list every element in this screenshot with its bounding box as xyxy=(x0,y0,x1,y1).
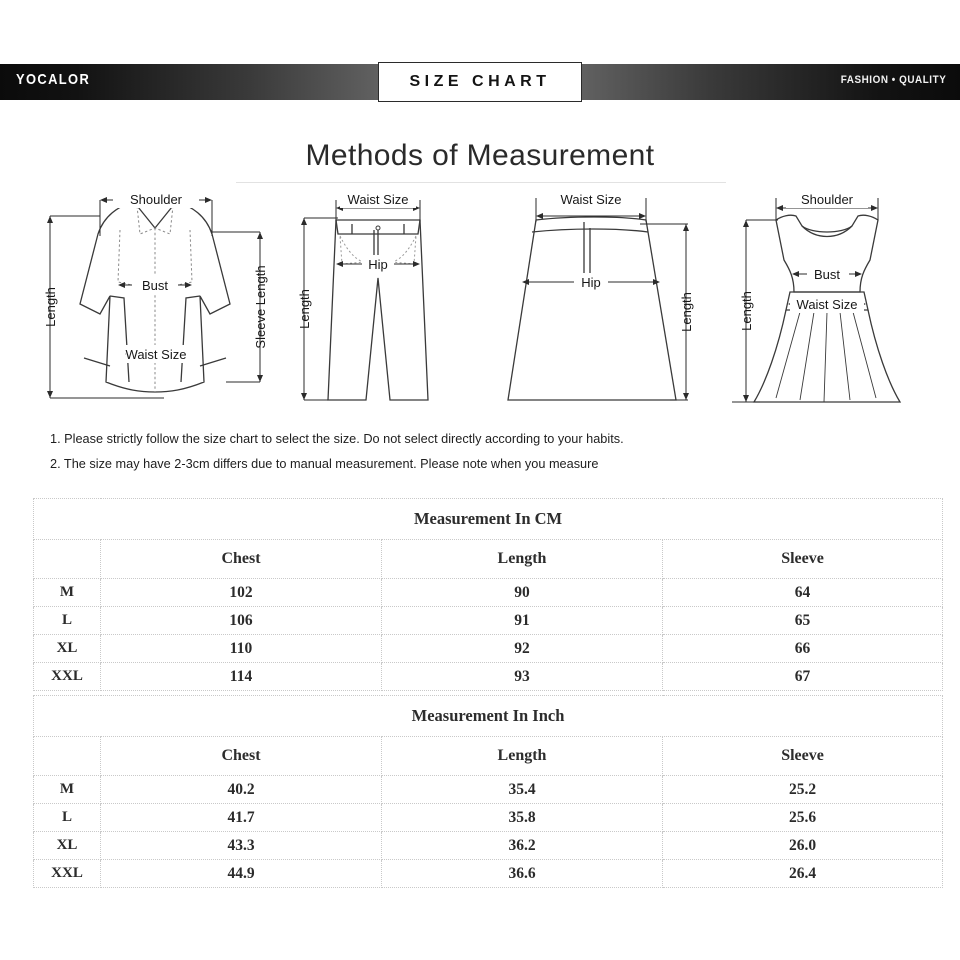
size-chart-title: SIZE CHART xyxy=(409,73,551,90)
diagram-shirt xyxy=(34,186,276,414)
label-waist: Waist Size xyxy=(560,192,622,207)
cell-size: M xyxy=(34,579,101,607)
cell-chest: 102 xyxy=(101,579,382,607)
table-header-row xyxy=(34,737,943,776)
table-row xyxy=(34,860,943,888)
table-row xyxy=(34,607,943,635)
label-bust: Bust xyxy=(813,267,841,282)
label-shoulder: Shoulder xyxy=(129,192,183,207)
cell-sleeve: 25.2 xyxy=(663,776,943,804)
cell-chest: 110 xyxy=(101,635,382,663)
section-divider xyxy=(236,182,726,183)
column-header-chest: Chest xyxy=(101,737,382,776)
table-row xyxy=(34,635,943,663)
cell-sleeve: 25.6 xyxy=(663,804,943,832)
label-length: Length xyxy=(297,289,312,329)
size-table-cm xyxy=(33,498,943,691)
brand-tagline: FASHION • QUALITY xyxy=(840,74,946,86)
section-title: Methods of Measurement xyxy=(305,139,655,172)
cell-length: 36.6 xyxy=(382,860,663,888)
cell-size: L xyxy=(34,804,101,832)
table-caption: Measurement In Inch xyxy=(34,696,943,737)
label-hip: Hip xyxy=(368,257,388,272)
column-header-length: Length xyxy=(382,737,663,776)
cell-size: L xyxy=(34,607,101,635)
size-table-inch xyxy=(33,695,943,888)
table-row xyxy=(34,804,943,832)
table-row xyxy=(34,663,943,691)
column-header-sleeve: Sleeve xyxy=(663,540,943,579)
column-header-size xyxy=(34,737,101,776)
note-2: 2. The size may have 2-3cm differs due to manual measurement. Please note when you measure xyxy=(50,456,599,471)
cell-length: 36.2 xyxy=(382,832,663,860)
cell-size: XXL xyxy=(34,860,101,888)
table-row xyxy=(34,579,943,607)
cell-length: 92 xyxy=(382,635,663,663)
label-bust: Bust xyxy=(141,278,169,293)
cell-chest: 44.9 xyxy=(101,860,382,888)
label-shoulder: Shoulder xyxy=(800,192,854,207)
cell-length: 35.4 xyxy=(382,776,663,804)
cell-length: 91 xyxy=(382,607,663,635)
table-caption-row xyxy=(34,499,943,540)
size-chart-title-box xyxy=(378,62,582,102)
label-hip: Hip xyxy=(581,275,601,290)
cell-length: 35.8 xyxy=(382,804,663,832)
cell-sleeve: 67 xyxy=(663,663,943,691)
table-row xyxy=(34,776,943,804)
label-waist: Waist Size xyxy=(796,297,858,312)
cell-sleeve: 26.4 xyxy=(663,860,943,888)
label-sleeve-length: Sleeve Length xyxy=(253,265,268,349)
cell-size: XL xyxy=(34,635,101,663)
cell-size: M xyxy=(34,776,101,804)
label-length: Length xyxy=(43,287,58,327)
cell-size: XXL xyxy=(34,663,101,691)
cell-chest: 40.2 xyxy=(101,776,382,804)
column-header-sleeve: Sleeve xyxy=(663,737,943,776)
table-caption: Measurement In CM xyxy=(34,499,943,540)
column-header-size xyxy=(34,540,101,579)
cell-chest: 41.7 xyxy=(101,804,382,832)
measurement-diagrams xyxy=(0,186,960,414)
cell-chest: 43.3 xyxy=(101,832,382,860)
measurement-notes xyxy=(50,426,910,476)
table-header-row xyxy=(34,540,943,579)
cell-chest: 114 xyxy=(101,663,382,691)
brand-logo: YOCALOR xyxy=(16,71,91,88)
table-row xyxy=(34,832,943,860)
label-length: Length xyxy=(739,291,754,331)
diagram-skirt xyxy=(490,186,706,414)
note-1: 1. Please strictly follow the size chart to select the size. Do not select directly according to your habits. xyxy=(50,431,624,446)
cell-length: 90 xyxy=(382,579,663,607)
cell-length: 93 xyxy=(382,663,663,691)
diagram-dress xyxy=(720,186,942,414)
column-header-chest: Chest xyxy=(101,540,382,579)
table-caption-row xyxy=(34,696,943,737)
label-waist: Waist Size xyxy=(125,347,187,362)
cell-chest: 106 xyxy=(101,607,382,635)
cell-sleeve: 26.0 xyxy=(663,832,943,860)
column-header-length: Length xyxy=(382,540,663,579)
cell-size: XL xyxy=(34,832,101,860)
label-waist: Waist Size xyxy=(347,192,409,207)
cell-sleeve: 65 xyxy=(663,607,943,635)
label-length: Length xyxy=(679,292,694,332)
cell-sleeve: 66 xyxy=(663,635,943,663)
cell-sleeve: 64 xyxy=(663,579,943,607)
diagram-pants xyxy=(278,186,478,414)
